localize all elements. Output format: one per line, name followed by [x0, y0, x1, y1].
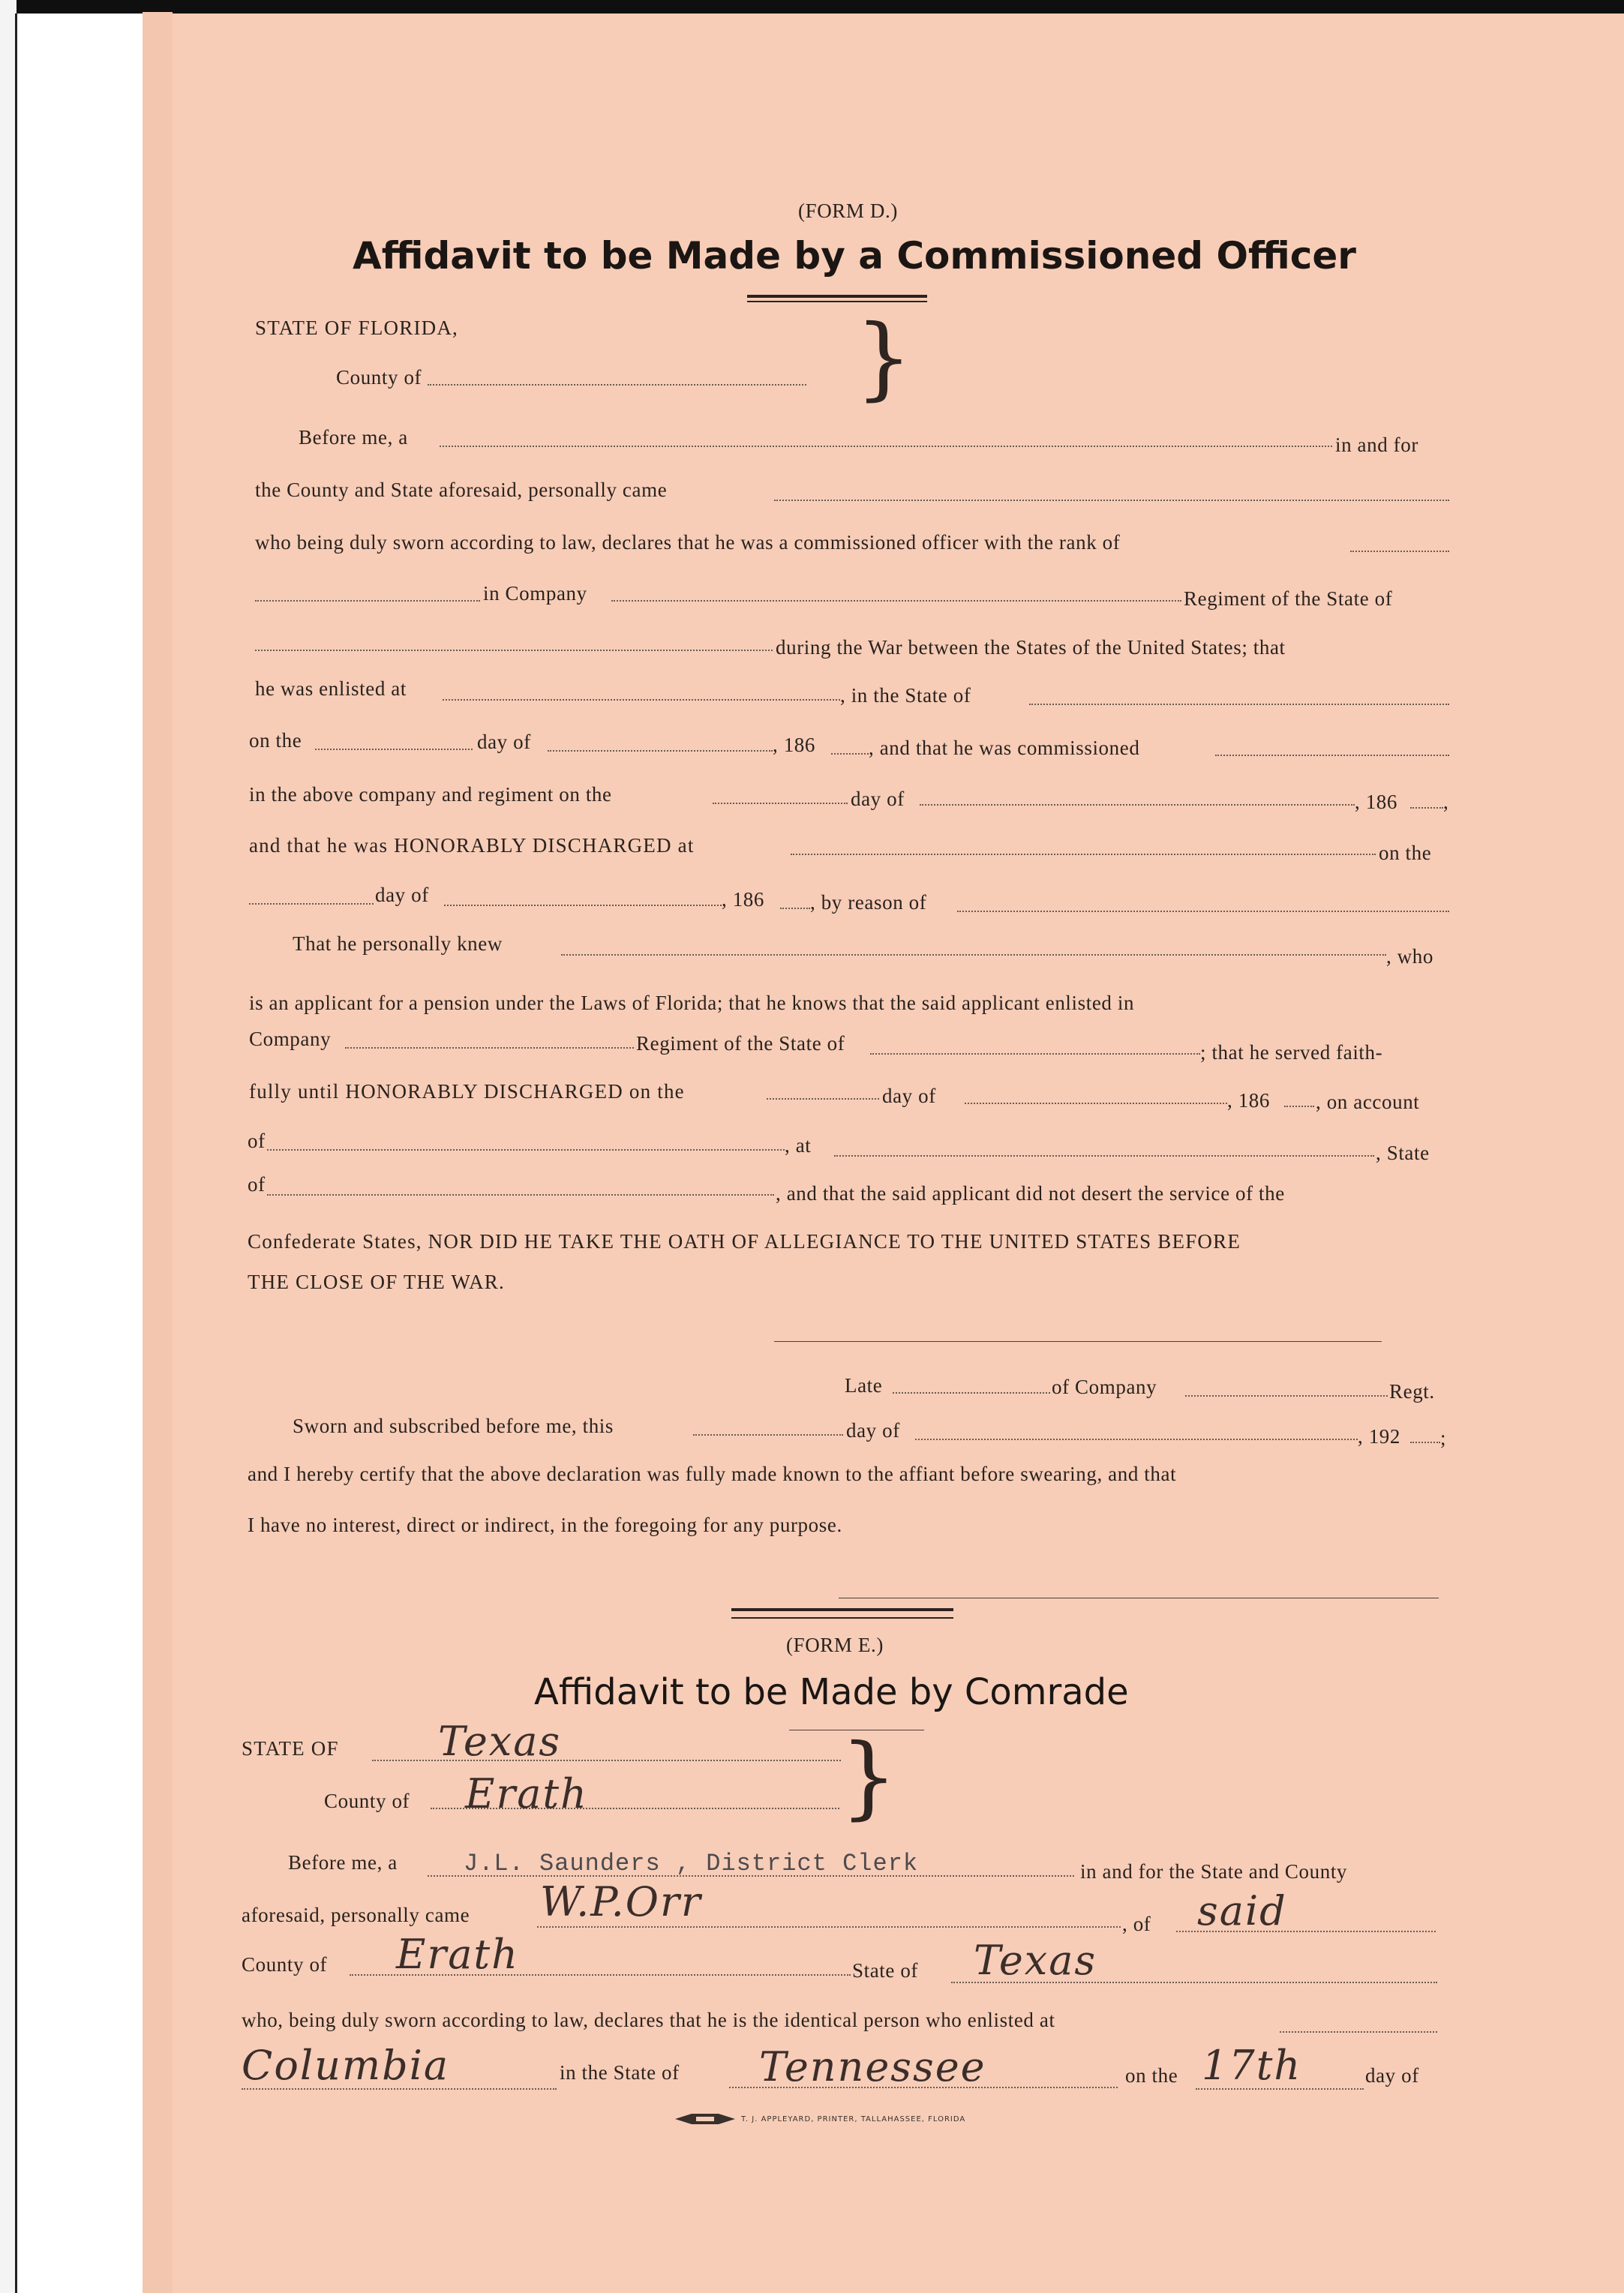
state-of-florida: STATE OF FLORIDA, — [255, 317, 459, 339]
comma: , — [1443, 791, 1449, 813]
late-text: Late — [845, 1374, 883, 1397]
comrade-county2-label: County of — [242, 1953, 328, 1976]
certify-text: and I hereby certify that the above declaration was fully made known to the affiant before swearing, and that — [248, 1463, 1177, 1485]
comrade-of-value: said — [1197, 1887, 1287, 1934]
comrade-state-label: STATE OF — [242, 1737, 339, 1760]
comrade-enlisted-place-value: Columbia — [242, 2042, 450, 2089]
commission-month-line — [920, 804, 1355, 806]
comrade-state-value: Texas — [438, 1718, 562, 1765]
comrade-on-the-text: on the — [1125, 2064, 1178, 2087]
printer-mark — [675, 2111, 735, 2127]
sworn-year-line — [1410, 1442, 1440, 1443]
of-state-line — [267, 1194, 774, 1196]
comrade-came-text: aforesaid, personally came — [242, 1904, 470, 1926]
company-line — [611, 600, 1181, 602]
regiment-of-state-text: Regiment of the State of — [636, 1032, 845, 1055]
at-line — [834, 1155, 1374, 1157]
rank-text: who being duly sworn according to law, declares that he was a commissioned officer with the rank of — [255, 531, 1121, 554]
applicant-186-text: , 186 — [1227, 1089, 1270, 1112]
no-interest-text: I have no interest, direct or indirect, in the foregoing for any purpose. — [248, 1514, 842, 1536]
commissioned-text: , and that he was commissioned — [869, 737, 1140, 759]
clerk-name-value: J.L. Saunders , District Clerk — [464, 1850, 919, 1877]
enlisted-at-text: he was enlisted at — [255, 677, 407, 700]
on-the-text: on the — [249, 729, 302, 752]
month-line — [548, 750, 773, 752]
discharge-186-text: , 186 — [722, 888, 764, 911]
fully-until-text: fully until HONORABLY DISCHARGED on the — [249, 1080, 685, 1103]
state-line — [255, 650, 773, 651]
applicant-day-of-text: day of — [882, 1085, 936, 1107]
title-rule-bottom — [747, 301, 927, 302]
before-me-line — [440, 446, 1332, 447]
comrade-of-text: , of — [1122, 1913, 1151, 1935]
sworn-192-text: , 192 — [1358, 1425, 1400, 1448]
discharge-day-line — [249, 903, 374, 905]
sworn-month-line — [915, 1439, 1358, 1440]
of-company-text: of Company — [1052, 1376, 1157, 1398]
commission-day-line — [713, 803, 848, 804]
year-186-text: , 186 — [773, 734, 815, 756]
comrade-before-text: Before me, a — [288, 1851, 398, 1874]
late-company-line — [1185, 1395, 1388, 1397]
regiment-state-text: Regiment of the State of — [1184, 587, 1393, 610]
county-label: County of — [336, 366, 422, 389]
officer-signature-line — [774, 1341, 1382, 1342]
in-company-text: in Company — [483, 582, 587, 605]
year-line — [831, 753, 869, 755]
discharge-year-line — [780, 908, 810, 909]
reason-line — [957, 911, 1449, 912]
scan-left-border — [15, 14, 17, 2293]
comrade-in-state-text: in the State of — [560, 2061, 680, 2084]
form-e-title: Affidavit to be Made by Comrade — [534, 1671, 1129, 1713]
state-text: , State — [1376, 1142, 1430, 1164]
commission-year-line — [1410, 807, 1443, 809]
commissioned-line — [1215, 755, 1449, 756]
applicant-discharge-day-line — [767, 1098, 879, 1100]
above-company-text: in the above company and regiment on the — [249, 783, 612, 806]
confederate-states-text: Confederate States, NOR DID HE TAKE THE OATH OF ALLEGIANCE TO THE UNITED STATES BEFORE — [248, 1230, 1241, 1253]
by-reason-text: , by reason of — [810, 891, 927, 914]
discharge-month-line — [444, 905, 722, 906]
commission-186-text: , 186 — [1355, 791, 1397, 813]
comrade-name-value: W.P.Orr — [540, 1878, 702, 1925]
late-line — [893, 1392, 1050, 1394]
discharged-at-line — [791, 854, 1376, 855]
comrade-county2-value: Erath — [396, 1931, 519, 1978]
enlisted-state-line — [1029, 704, 1449, 705]
knew-line — [561, 954, 1386, 956]
company-text: Company — [249, 1028, 332, 1050]
semicolon: ; — [1440, 1427, 1447, 1449]
comrade-in-state-value: Tennessee — [759, 2043, 986, 2090]
comrade-day-of-text: day of — [1365, 2064, 1419, 2087]
in-and-for-text: in and for — [1335, 434, 1418, 456]
section-rule-top — [731, 1608, 953, 1611]
who-text: , who — [1386, 945, 1433, 968]
comrade-state2-value: Texas — [974, 1937, 1097, 1984]
rank-line — [1350, 551, 1449, 552]
in-state-of-text: , in the State of — [840, 684, 971, 707]
personally-came-line — [774, 500, 1449, 501]
comrade-state2-label: State of — [852, 1959, 919, 1982]
title-rule-top — [747, 295, 927, 298]
form-d-label: (FORM D.) — [798, 200, 898, 222]
applicant-year-line — [1284, 1106, 1314, 1107]
on-the-text-2: on the — [1379, 842, 1432, 864]
of-text-2: of — [248, 1173, 266, 1196]
account-line — [267, 1149, 785, 1151]
personally-came-text: the County and State aforesaid, personally came — [255, 479, 668, 501]
honorably-discharged-text: and that he was HONORABLY DISCHARGED at — [249, 834, 695, 857]
at-text: , at — [785, 1134, 812, 1157]
sworn-day-line — [693, 1434, 843, 1436]
close-of-war-text: THE CLOSE OF THE WAR. — [248, 1271, 505, 1293]
applicant-text: is an applicant for a pension under the Laws of Florida; that he knows that the said applicant enlisted in — [249, 992, 1135, 1014]
comrade-in-and-for-text: in and for the State and County — [1080, 1860, 1348, 1883]
war-text: during the War between the States of the United States; that — [776, 636, 1286, 659]
section-rule-bottom — [731, 1617, 953, 1619]
comrade-came-line — [537, 1926, 1121, 1928]
enlisted-at-line — [443, 699, 840, 701]
not-desert-text: , and that the said applicant did not desert the service of the — [776, 1182, 1285, 1205]
printer-imprint: T. J. APPLEYARD, PRINTER, TALLAHASSEE, FLORIDA — [741, 2115, 966, 2123]
brace: } — [855, 306, 913, 410]
before-me-text: Before me, a — [299, 426, 408, 449]
discharge-day-of-text: day of — [375, 884, 429, 906]
scan-left-margin — [0, 0, 17, 2293]
comrade-brace: } — [840, 1725, 898, 1829]
regt-text: Regt. — [1389, 1380, 1435, 1403]
on-account-text: , on account — [1316, 1091, 1420, 1113]
comrade-day-value: 17th — [1202, 2042, 1302, 2089]
form-d-title: Affidavit to be Made by a Commissioned Officer — [353, 234, 1356, 278]
sworn-day-of-text: day of — [846, 1419, 900, 1442]
applicant-month-line — [965, 1103, 1227, 1104]
sworn-text: Sworn and subscribed before me, this — [293, 1415, 614, 1437]
commission-day-of-text: day of — [851, 788, 905, 810]
rank-line-2 — [255, 600, 480, 602]
comrade-county-value: Erath — [465, 1770, 588, 1817]
page-fold-shadow — [143, 12, 173, 2293]
scan-top-border — [0, 0, 1624, 14]
day-line — [315, 749, 473, 750]
personally-knew-text: That he personally knew — [293, 932, 503, 955]
of-text: of — [248, 1130, 266, 1152]
applicant-state-line — [870, 1053, 1200, 1055]
county-line — [428, 384, 806, 386]
served-faith-text: ; that he served faith- — [1200, 1041, 1383, 1064]
comrade-sworn-text: who, being duly sworn according to law, declares that he is the identical person who enlisted at — [242, 2009, 1055, 2031]
comrade-enlisted-line — [1280, 2031, 1437, 2033]
applicant-company-line — [345, 1047, 634, 1049]
comrade-county-label: County of — [324, 1790, 410, 1812]
day-of-text: day of — [477, 731, 531, 753]
form-e-label: (FORM E.) — [786, 1634, 884, 1656]
